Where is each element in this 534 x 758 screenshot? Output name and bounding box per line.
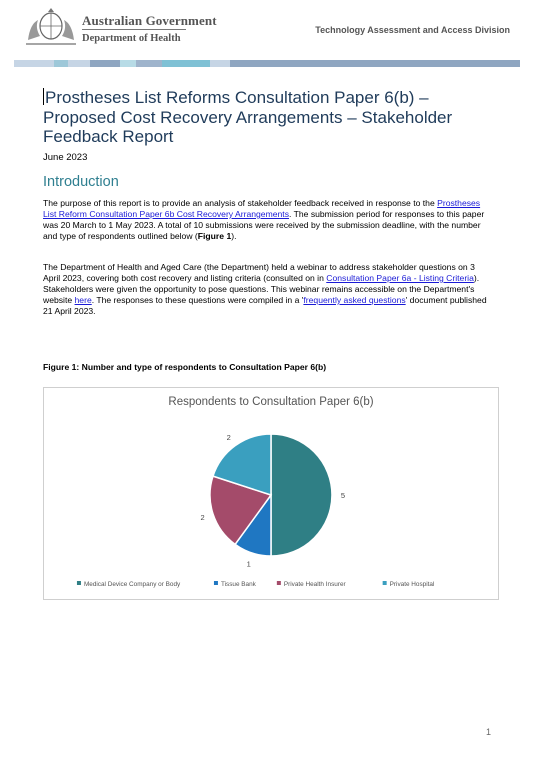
legend-label: Tissue Bank: [220, 581, 256, 588]
page-number: 1: [485, 727, 491, 737]
p2-text-d: ' document published 21 April 2023.: [43, 295, 487, 316]
intro-paragraph-2: [43, 262, 493, 317]
legend-item: [214, 581, 257, 588]
band-segment: [14, 60, 54, 67]
band-segment: [120, 60, 136, 67]
document-title: [43, 88, 493, 147]
p1-text-a: The purpose of this report is to provide an analysis of stakeholder feedback received in response to the: [43, 198, 438, 208]
chart-title: Respondents to Consultation Paper 6(b): [168, 396, 374, 408]
p2-text-c: . The responses to these questions were compiled in a ': [91, 295, 304, 305]
legend-swatch: [277, 581, 281, 585]
legend-item: [77, 581, 181, 588]
intro-paragraph-1: [43, 198, 493, 242]
header-rule: [82, 29, 186, 30]
band-segment: [162, 60, 210, 67]
p2-text-a: The Department of Health and Aged Care (the Department) held a webinar to address stakeholder questions on 3 April 2023, covering both cost recovery and listing criteria (consulted on in: [43, 262, 475, 283]
band-segment: [210, 60, 230, 67]
decorative-color-band: [14, 60, 520, 67]
data-label: 5: [340, 491, 346, 500]
data-label: 1: [246, 559, 251, 569]
legend-swatch: [77, 581, 81, 585]
band-segment: [54, 60, 68, 67]
band-segment: [136, 60, 162, 67]
legend-label: Private Health Insurer: [283, 581, 346, 588]
figure-caption: Figure 1: Number and type of respondents to Consultation Paper 6(b): [43, 362, 327, 372]
data-label: 2: [200, 513, 205, 523]
legend-item: [383, 581, 435, 588]
data-label: 2: [226, 432, 231, 442]
p2-text-b: ). Stakeholders were given the opportunity to pose questions. This webinar remains accessible on the Department's website: [43, 273, 480, 305]
faq-link[interactable]: frequently asked questions: [303, 295, 406, 305]
pie-chart-container: [43, 387, 499, 600]
consultation-paper-6a-link[interactable]: Consultation Paper 6a - Listing Criteria: [326, 273, 474, 283]
text-cursor: [43, 88, 44, 105]
band-segment: [90, 60, 120, 67]
document-date: June 2023: [43, 152, 88, 163]
band-segment: [68, 60, 90, 67]
legend-label: Medical Device Company or Body: [83, 581, 181, 588]
p1-text-c: ).: [231, 231, 237, 241]
coat-of-arms-icon: [22, 6, 80, 48]
legend-swatch: [383, 581, 387, 585]
consultation-paper-6b-link[interactable]: Prostheses List Reform Consultation Paper 6b Cost Recovery Arrangements: [43, 198, 481, 219]
p1-text-b: . The submission period for responses to this paper was 20 March to 1 May 2023. A total of 10 submissions were received by the submission deadline, with the number and type of respondents outlined below (: [43, 209, 485, 241]
legend-swatch: [214, 581, 218, 585]
band-segment: [230, 60, 520, 67]
document-title-text: Prostheses List Reforms Consultation Paper 6(b) – Proposed Cost Recovery Arrangements – Stakeholder Feedback Report: [43, 88, 453, 146]
webinar-here-link[interactable]: here: [74, 295, 92, 305]
legend-label: Private Hospital: [389, 581, 435, 588]
figure-1-ref: Figure 1: [197, 231, 232, 241]
pie-chart: [44, 388, 498, 599]
pie-slice-medical-device-company-or-body: [271, 434, 332, 556]
org-name: Australian Government: [82, 13, 217, 28]
division-name: Technology Assessment and Access Division: [315, 25, 510, 35]
department-name: Department of Health: [82, 33, 181, 44]
legend-item: [277, 581, 347, 588]
section-heading: Introduction: [43, 174, 119, 190]
